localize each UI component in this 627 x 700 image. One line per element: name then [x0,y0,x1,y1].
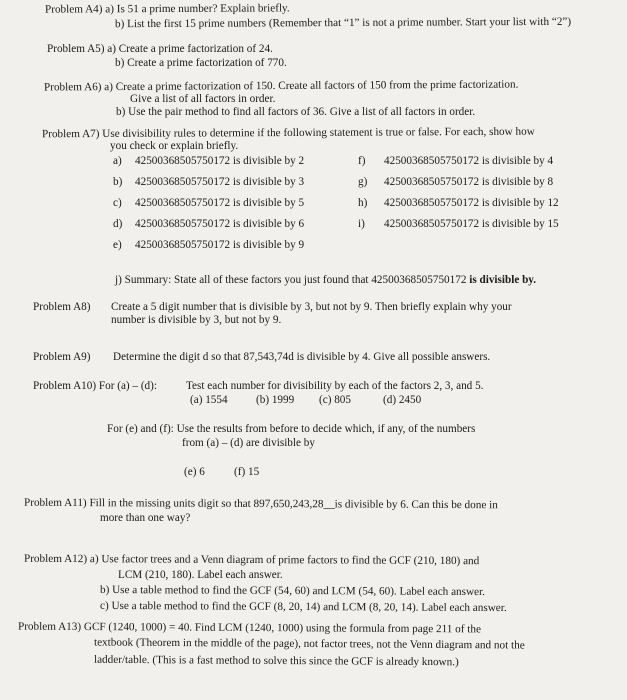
problem-a9-label: Problem A9) [33,351,91,363]
a7-item-b-label: b) [113,176,123,188]
problem-a5-line1: Problem A5) a) Create a prime factorization of 24. [47,43,273,55]
a7-item-a-label: a) [113,155,122,167]
problem-a11-line2: more than one way? [100,512,191,524]
problem-a8-label: Problem A8) [33,301,91,313]
problem-a10-line3: from (a) – (d) are divisible by [182,437,315,449]
problem-a8-line1: Create a 5 digit number that is divisible by 3, but not by 9. Then briefly explain why your [111,301,512,313]
a7-item-i-label: i) [358,218,365,230]
a7-item-d-text: 42500368505750172 is divisible by 6 [135,218,305,230]
a7-summary-text: j) Summary: State all of these factors you just found that 42500368505750172 [115,274,467,286]
problem-a8-line2: number is divisible by 3, but not by 9. [111,314,282,326]
problem-a12-line2: LCM (210, 180). Label each answer. [118,569,283,581]
problem-a12-line3: b) Use a table method to find the GCF (54, 60) and LCM (54, 60). Label each answer. [99,583,485,599]
a7-item-i-text: 42500368505750172 is divisible by 15 [384,218,559,230]
a7-item-d-label: d) [113,218,123,230]
a7-item-h-label: h) [358,197,368,209]
problem-a9-line1: Determine the digit d so that 87,543,74d is divisible by 4. Give all possible answers. [113,351,491,363]
problem-a10-label: Problem A10) For (a) – (d): [33,380,157,392]
a10-choice-d: (d) 2450 [383,394,422,406]
a10-choice-b: (b) 1999 [256,394,295,406]
problem-a13-line3: ladder/table. (This is a fast method to solve this since the GCF is already known.) [93,653,459,669]
a7-item-b-text: 42500368505750172 is divisible by 3 [135,176,305,188]
problem-a10-line2: For (e) and (f): Use the results from before to decide which, if any, of the numbers [107,423,476,435]
a7-item-a-text: 42500368505750172 is divisible by 2 [135,155,305,167]
a10-choice-a: (a) 1554 [190,394,228,406]
a10-choice-e: (e) 6 [184,466,205,478]
problem-a6-line2: Give a list of all factors in order. [130,93,276,105]
problem-a7-line2: you check or explain briefly. [110,140,239,152]
a7-item-c-label: c) [113,197,122,209]
problem-a6-line1: Problem A6) a) Create a prime factorization of 150. Create all factors of 150 from the prime factorization. [43,78,519,94]
a7-item-f-text: 42500368505750172 is divisible by 4 [384,155,554,167]
problem-a12-line4: c) Use a table method to find the GCF (8, 20, 14) and LCM (8, 20, 14). Label each answer. [99,599,507,615]
a7-item-e-text: 42500368505750172 is divisible by 9 [135,239,305,251]
problem-a4-line1: Problem A4) a) Is 51 a prime number? Explain briefly. [44,2,290,16]
a7-item-f-label: f) [358,155,366,167]
a10-choice-f: (f) 15 [234,466,260,478]
problem-a10-line1: Test each number for divisibility by each of the factors 2, 3, and 5. [186,380,484,392]
problem-a6-line3: b) Use the pair method to find all factors of 36. Give a list of all factors in order. [116,106,476,118]
a7-summary-bold: is divisible by. [469,274,537,286]
problem-a4-line2: b) List the first 15 prime numbers (Remember that “1” is not a prime number. Start your list with “2”) [114,15,572,31]
a7-item-c-text: 42500368505750172 is divisible by 5 [135,197,305,209]
a7-item-h-text: 42500368505750172 is divisible by 12 [384,197,559,209]
a10-choice-c: (c) 805 [319,394,351,406]
problem-a13-line1: Problem A13) GCF (1240, 1000) = 40. Find LCM (1240, 1000) using the formula from page 211 of the [17,620,482,636]
problem-a5-line2: b) Create a prime factorization of 770. [115,57,287,69]
a7-summary [115,274,536,287]
problem-a13-line2: textbook (Theorem in the middle of the page), not factor trees, not the Venn diagram and not the [93,636,525,652]
problem-a12-line1: Problem A12) a) Use factor trees and a Venn diagram of prime factors to find the GCF (210, 180) and [23,552,480,568]
a7-item-g-label: g) [358,176,368,188]
a7-item-e-label: e) [113,239,122,251]
problem-a11-line1: Problem A11) Fill in the missing units digit so that 897,650,243,28__is divisible by 6. Can this be done in [23,496,498,512]
a7-item-g-text: 42500368505750172 is divisible by 8 [384,176,554,188]
problem-a7-line1: Problem A7) Use divisibility rules to determine if the following statement is true or false. For each, show how [41,125,535,141]
